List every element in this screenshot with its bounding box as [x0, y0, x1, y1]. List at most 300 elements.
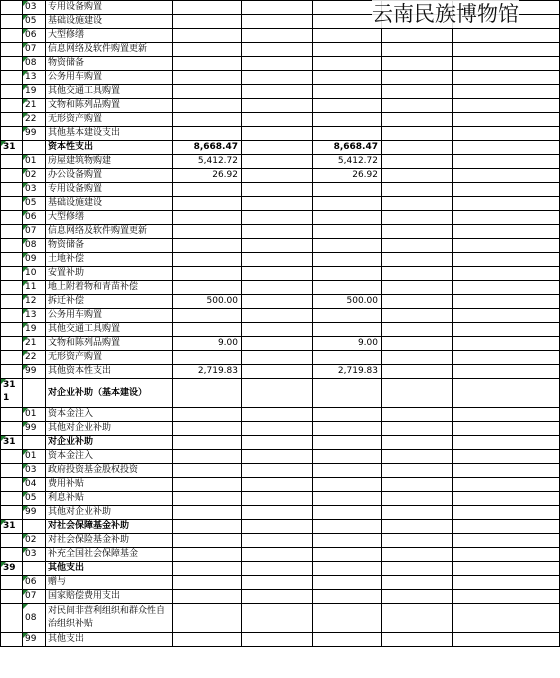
- empty-cell: [382, 29, 453, 43]
- total-amount-cell: [173, 408, 242, 422]
- item-name-cell: 专用设备购置: [46, 183, 173, 197]
- table-row: [1, 113, 560, 127]
- table-row: [1, 365, 560, 379]
- category-code-cell: [1, 408, 23, 422]
- table-row: [1, 253, 560, 267]
- basic-amount-cell: [313, 436, 382, 450]
- table-row: [1, 197, 560, 211]
- category-code-cell: [1, 604, 23, 633]
- empty-cell: [242, 562, 313, 576]
- empty-cell: [242, 141, 313, 155]
- basic-amount-cell: 26.92: [313, 169, 382, 183]
- subcategory-code-cell: 02: [23, 534, 46, 548]
- empty-cell: [242, 309, 313, 323]
- basic-amount-cell: [313, 450, 382, 464]
- total-amount-cell: [173, 464, 242, 478]
- empty-cell: [453, 71, 560, 85]
- empty-cell: [382, 534, 453, 548]
- empty-cell: [242, 450, 313, 464]
- category-code-cell: [1, 85, 23, 99]
- empty-cell: [382, 464, 453, 478]
- basic-amount-cell: [313, 127, 382, 141]
- category-code-cell: [1, 211, 23, 225]
- subcategory-code-cell: [23, 379, 46, 408]
- basic-amount-cell: [313, 351, 382, 365]
- table-row: [1, 267, 560, 281]
- total-amount-cell: [173, 211, 242, 225]
- total-amount-cell: [173, 253, 242, 267]
- table-row: [1, 43, 560, 57]
- total-amount-cell: [173, 183, 242, 197]
- subcategory-code-cell: 03: [23, 1, 46, 15]
- table-row: [1, 633, 560, 647]
- basic-amount-cell: [313, 239, 382, 253]
- item-name-cell: 其他对企业补助: [46, 422, 173, 436]
- total-amount-cell: [173, 43, 242, 57]
- category-code-cell: [1, 99, 23, 113]
- empty-cell: [242, 323, 313, 337]
- basic-amount-cell: [313, 323, 382, 337]
- empty-cell: [453, 323, 560, 337]
- table-row: [1, 450, 560, 464]
- empty-cell: [453, 506, 560, 520]
- empty-cell: [453, 422, 560, 436]
- item-name-cell: 拆迁补偿: [46, 295, 173, 309]
- empty-cell: [382, 239, 453, 253]
- empty-cell: [453, 534, 560, 548]
- total-amount-cell: [173, 548, 242, 562]
- empty-cell: [382, 225, 453, 239]
- subcategory-code-cell: [23, 520, 46, 534]
- item-name-cell: 专用设备购置: [46, 1, 173, 15]
- item-name-cell: 其他基本建设支出: [46, 127, 173, 141]
- subcategory-code-cell: 21: [23, 337, 46, 351]
- table-row: [1, 576, 560, 590]
- total-amount-cell: [173, 379, 242, 408]
- table-row: [1, 85, 560, 99]
- basic-amount-cell: [313, 309, 382, 323]
- subcategory-code-cell: 08: [23, 239, 46, 253]
- table-row: [1, 562, 560, 576]
- empty-cell: [453, 562, 560, 576]
- empty-cell: [453, 337, 560, 351]
- table-row: [1, 295, 560, 309]
- basic-amount-cell: [313, 57, 382, 71]
- total-amount-cell: [173, 281, 242, 295]
- empty-cell: [382, 309, 453, 323]
- item-name-cell: 办公设备购置: [46, 169, 173, 183]
- subcategory-code-cell: 04: [23, 478, 46, 492]
- basic-amount-cell: [313, 408, 382, 422]
- empty-cell: [382, 365, 453, 379]
- basic-amount-cell: [313, 211, 382, 225]
- total-amount-cell: [173, 99, 242, 113]
- empty-cell: [453, 29, 560, 43]
- item-name-cell: 其他支出: [46, 633, 173, 647]
- category-code-cell: 39: [1, 562, 23, 576]
- table-row: [1, 141, 560, 155]
- subcategory-code-cell: 06: [23, 211, 46, 225]
- category-code-cell: [1, 633, 23, 647]
- subcategory-code-cell: 01: [23, 155, 46, 169]
- basic-amount-cell: [313, 85, 382, 99]
- empty-cell: [382, 43, 453, 57]
- total-amount-cell: [173, 113, 242, 127]
- category-code-cell: [1, 534, 23, 548]
- item-name-cell: 物资储备: [46, 239, 173, 253]
- category-code-cell: [1, 506, 23, 520]
- empty-cell: [382, 85, 453, 99]
- empty-cell: [242, 267, 313, 281]
- subcategory-code-cell: 03: [23, 464, 46, 478]
- empty-cell: [242, 113, 313, 127]
- empty-cell: [453, 113, 560, 127]
- empty-cell: [242, 197, 313, 211]
- empty-cell: [382, 295, 453, 309]
- item-name-cell: 政府投资基金股权投资: [46, 464, 173, 478]
- empty-cell: [242, 590, 313, 604]
- table-row: [1, 323, 560, 337]
- table-row: [1, 506, 560, 520]
- empty-cell: [382, 492, 453, 506]
- basic-amount-cell: 8,668.47: [313, 141, 382, 155]
- table-row: [1, 492, 560, 506]
- basic-amount-cell: [313, 478, 382, 492]
- basic-amount-cell: 2,719.83: [313, 365, 382, 379]
- total-amount-cell: [173, 85, 242, 99]
- empty-cell: [453, 450, 560, 464]
- subcategory-code-cell: [23, 562, 46, 576]
- subcategory-code-cell: 07: [23, 590, 46, 604]
- empty-cell: [453, 281, 560, 295]
- table-row: [1, 478, 560, 492]
- empty-cell: [453, 351, 560, 365]
- subcategory-code-cell: 09: [23, 253, 46, 267]
- total-amount-cell: [173, 309, 242, 323]
- empty-cell: [242, 576, 313, 590]
- basic-amount-cell: [313, 71, 382, 85]
- empty-cell: [242, 534, 313, 548]
- total-amount-cell: [173, 29, 242, 43]
- empty-cell: [382, 197, 453, 211]
- empty-cell: [242, 71, 313, 85]
- total-amount-cell: [173, 323, 242, 337]
- subcategory-code-cell: 22: [23, 113, 46, 127]
- item-name-cell: 对民间非营利组织和群众性自治组织补贴: [46, 604, 173, 633]
- total-amount-cell: [173, 436, 242, 450]
- empty-cell: [382, 337, 453, 351]
- empty-cell: [453, 43, 560, 57]
- subcategory-code-cell: 99: [23, 506, 46, 520]
- item-name-cell: 其他资本性支出: [46, 365, 173, 379]
- empty-cell: [242, 478, 313, 492]
- total-amount-cell: 2,719.83: [173, 365, 242, 379]
- empty-cell: [242, 295, 313, 309]
- item-name-cell: 基础设施建设: [46, 15, 173, 29]
- basic-amount-cell: [313, 506, 382, 520]
- subcategory-code-cell: 21: [23, 99, 46, 113]
- subcategory-code-cell: 12: [23, 295, 46, 309]
- empty-cell: [242, 436, 313, 450]
- empty-cell: [453, 408, 560, 422]
- table-row: [1, 379, 560, 408]
- item-name-cell: 补充全国社会保障基金: [46, 548, 173, 562]
- total-amount-cell: [173, 450, 242, 464]
- item-name-cell: 利息补贴: [46, 492, 173, 506]
- category-code-cell: [1, 548, 23, 562]
- total-amount-cell: [173, 57, 242, 71]
- empty-cell: [242, 1, 313, 15]
- subcategory-code-cell: 07: [23, 43, 46, 57]
- basic-amount-cell: [313, 520, 382, 534]
- total-amount-cell: [173, 239, 242, 253]
- total-amount-cell: [173, 71, 242, 85]
- basic-amount-cell: [313, 29, 382, 43]
- total-amount-cell: [173, 1, 242, 15]
- category-code-cell: [1, 267, 23, 281]
- empty-cell: [242, 379, 313, 408]
- basic-amount-cell: [313, 422, 382, 436]
- item-name-cell: 文物和陈列品购置: [46, 99, 173, 113]
- category-code-cell: [1, 239, 23, 253]
- table-row: [1, 127, 560, 141]
- basic-amount-cell: [313, 253, 382, 267]
- empty-cell: [242, 351, 313, 365]
- subcategory-code-cell: 05: [23, 197, 46, 211]
- basic-amount-cell: [313, 183, 382, 197]
- category-code-cell: [1, 15, 23, 29]
- subcategory-code-cell: 19: [23, 323, 46, 337]
- empty-cell: [453, 379, 560, 408]
- category-code-cell: [1, 29, 23, 43]
- table-row: [1, 183, 560, 197]
- item-name-cell: 对社会保险基金补助: [46, 534, 173, 548]
- item-name-cell: 大型修缮: [46, 29, 173, 43]
- total-amount-cell: [173, 422, 242, 436]
- category-code-cell: [1, 253, 23, 267]
- subcategory-code-cell: 22: [23, 351, 46, 365]
- total-amount-cell: [173, 15, 242, 29]
- category-code-cell: [1, 351, 23, 365]
- empty-cell: [242, 520, 313, 534]
- total-amount-cell: [173, 520, 242, 534]
- total-amount-cell: [173, 576, 242, 590]
- subcategory-code-cell: 99: [23, 422, 46, 436]
- category-code-cell: [1, 169, 23, 183]
- category-code-cell: [1, 1, 23, 15]
- empty-cell: [453, 520, 560, 534]
- item-name-cell: 无形资产购置: [46, 351, 173, 365]
- item-name-cell: 房屋建筑物购建: [46, 155, 173, 169]
- empty-cell: [382, 520, 453, 534]
- category-code-cell: 31: [1, 141, 23, 155]
- subcategory-code-cell: 08: [23, 57, 46, 71]
- category-code-cell: [1, 365, 23, 379]
- category-code-cell: [1, 155, 23, 169]
- category-code-cell: [1, 281, 23, 295]
- empty-cell: [242, 548, 313, 562]
- empty-cell: [382, 478, 453, 492]
- total-amount-cell: [173, 492, 242, 506]
- total-amount-cell: [173, 197, 242, 211]
- item-name-cell: 公务用车购置: [46, 71, 173, 85]
- category-code-cell: 31: [1, 520, 23, 534]
- subcategory-code-cell: 99: [23, 365, 46, 379]
- subcategory-code-cell: 08: [23, 604, 46, 633]
- item-name-cell: 资本金注入: [46, 408, 173, 422]
- empty-cell: [382, 253, 453, 267]
- total-amount-cell: 5,412.72: [173, 155, 242, 169]
- basic-amount-cell: [313, 281, 382, 295]
- museum-watermark: 云南民族博物馆: [372, 2, 519, 26]
- item-name-cell: 公务用车购置: [46, 309, 173, 323]
- basic-amount-cell: [313, 464, 382, 478]
- subcategory-code-cell: 11: [23, 281, 46, 295]
- empty-cell: [382, 548, 453, 562]
- item-name-cell: 资本金注入: [46, 450, 173, 464]
- empty-cell: [453, 253, 560, 267]
- total-amount-cell: [173, 562, 242, 576]
- table-row: [1, 281, 560, 295]
- item-name-cell: 信息网络及软件购置更新: [46, 225, 173, 239]
- empty-cell: [453, 436, 560, 450]
- total-amount-cell: [173, 590, 242, 604]
- total-amount-cell: [173, 127, 242, 141]
- table-row: [1, 422, 560, 436]
- empty-cell: [242, 225, 313, 239]
- empty-cell: [242, 211, 313, 225]
- item-name-cell: 费用补贴: [46, 478, 173, 492]
- empty-cell: [242, 422, 313, 436]
- item-name-cell: 基础设施建设: [46, 197, 173, 211]
- empty-cell: [242, 408, 313, 422]
- empty-cell: [382, 436, 453, 450]
- total-amount-cell: 9.00: [173, 337, 242, 351]
- empty-cell: [382, 155, 453, 169]
- empty-cell: [453, 183, 560, 197]
- empty-cell: [382, 183, 453, 197]
- empty-cell: [453, 365, 560, 379]
- empty-cell: [242, 43, 313, 57]
- item-name-cell: 国家赔偿费用支出: [46, 590, 173, 604]
- category-code-cell: [1, 225, 23, 239]
- basic-amount-cell: [313, 548, 382, 562]
- category-code-cell: [1, 197, 23, 211]
- empty-cell: [453, 267, 560, 281]
- empty-cell: [382, 576, 453, 590]
- empty-cell: [242, 337, 313, 351]
- empty-cell: [382, 351, 453, 365]
- item-name-cell: 其他交通工具购置: [46, 323, 173, 337]
- empty-cell: [382, 562, 453, 576]
- empty-cell: [453, 225, 560, 239]
- category-code-cell: 31 1: [1, 379, 23, 408]
- table-row: [1, 351, 560, 365]
- table-row: [1, 520, 560, 534]
- table-row: [1, 604, 560, 633]
- category-code-cell: [1, 478, 23, 492]
- empty-cell: [242, 492, 313, 506]
- table-row: [1, 309, 560, 323]
- basic-amount-cell: 9.00: [313, 337, 382, 351]
- empty-cell: [382, 169, 453, 183]
- subcategory-code-cell: 05: [23, 15, 46, 29]
- category-code-cell: [1, 323, 23, 337]
- item-name-cell: 无形资产购置: [46, 113, 173, 127]
- empty-cell: [382, 379, 453, 408]
- empty-cell: [382, 211, 453, 225]
- item-name-cell: 对社会保障基金补助: [46, 520, 173, 534]
- total-amount-cell: [173, 478, 242, 492]
- empty-cell: [453, 478, 560, 492]
- empty-cell: [242, 239, 313, 253]
- subcategory-code-cell: 19: [23, 85, 46, 99]
- subcategory-code-cell: 06: [23, 576, 46, 590]
- table-row: [1, 239, 560, 253]
- basic-amount-cell: [313, 267, 382, 281]
- empty-cell: [242, 604, 313, 633]
- table-row: [1, 99, 560, 113]
- empty-cell: [242, 85, 313, 99]
- item-name-cell: 其他对企业补助: [46, 506, 173, 520]
- category-code-cell: [1, 57, 23, 71]
- basic-amount-cell: [313, 562, 382, 576]
- empty-cell: [453, 155, 560, 169]
- empty-cell: [242, 169, 313, 183]
- total-amount-cell: [173, 604, 242, 633]
- item-name-cell: 其他交通工具购置: [46, 85, 173, 99]
- table-row: [1, 211, 560, 225]
- subcategory-code-cell: 05: [23, 492, 46, 506]
- subcategory-code-cell: 99: [23, 127, 46, 141]
- table-row: [1, 464, 560, 478]
- empty-cell: [382, 408, 453, 422]
- empty-cell: [242, 183, 313, 197]
- table-row: [1, 169, 560, 183]
- category-code-cell: [1, 43, 23, 57]
- subcategory-code-cell: 07: [23, 225, 46, 239]
- empty-cell: [382, 506, 453, 520]
- empty-cell: [453, 141, 560, 155]
- table-row: [1, 534, 560, 548]
- table-row: [1, 590, 560, 604]
- subcategory-code-cell: 03: [23, 548, 46, 562]
- basic-amount-cell: [313, 534, 382, 548]
- item-name-cell: 赠与: [46, 576, 173, 590]
- subcategory-code-cell: 01: [23, 450, 46, 464]
- total-amount-cell: [173, 267, 242, 281]
- table-body: [1, 1, 560, 647]
- empty-cell: [242, 99, 313, 113]
- empty-cell: [382, 633, 453, 647]
- basic-amount-cell: [313, 113, 382, 127]
- subcategory-code-cell: [23, 436, 46, 450]
- empty-cell: [453, 85, 560, 99]
- subcategory-code-cell: [23, 141, 46, 155]
- empty-cell: [453, 211, 560, 225]
- basic-amount-cell: [313, 225, 382, 239]
- subcategory-code-cell: 13: [23, 309, 46, 323]
- table-row: [1, 71, 560, 85]
- empty-cell: [453, 604, 560, 633]
- total-amount-cell: [173, 351, 242, 365]
- total-amount-cell: [173, 534, 242, 548]
- table-row: [1, 337, 560, 351]
- empty-cell: [382, 127, 453, 141]
- table-row: [1, 436, 560, 450]
- empty-cell: [382, 323, 453, 337]
- empty-cell: [242, 464, 313, 478]
